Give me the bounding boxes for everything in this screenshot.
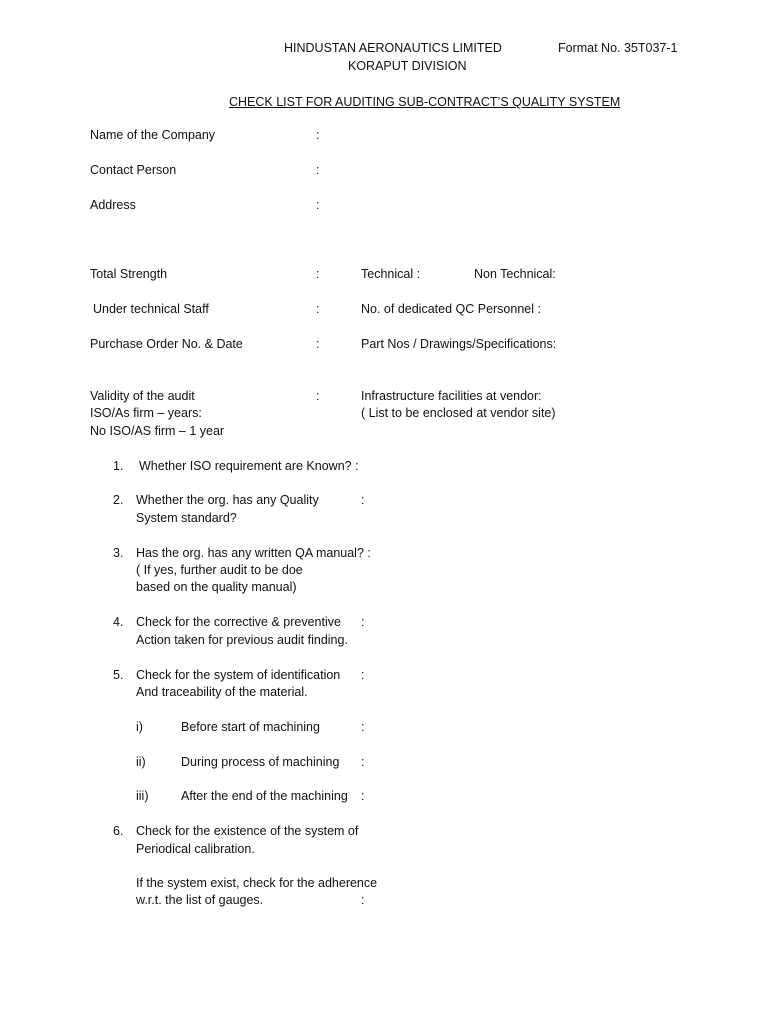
address-label: Address bbox=[90, 198, 136, 212]
subitem-number: i) bbox=[136, 720, 143, 734]
item-number: 4. bbox=[113, 615, 124, 629]
item-question: Check for the system of identification bbox=[136, 668, 341, 682]
iso-years-label: ISO/As firm – years: bbox=[90, 406, 202, 420]
validity-label: Validity of the audit bbox=[90, 389, 195, 403]
qc-personnel-label: No. of dedicated QC Personnel : bbox=[361, 302, 541, 316]
contact-label: Contact Person bbox=[90, 163, 177, 177]
subitem-number: iii) bbox=[136, 789, 149, 803]
item-question: ( If yes, further audit to be doe bbox=[136, 563, 303, 577]
division-name: KORAPUT DIVISION bbox=[348, 59, 467, 73]
item-question: And traceability of the material. bbox=[136, 685, 308, 699]
infrastructure-note: ( List to be enclosed at vendor site) bbox=[361, 406, 556, 420]
field-colon: : bbox=[316, 128, 320, 142]
part-nos-label: Part Nos / Drawings/Specifications: bbox=[361, 337, 557, 351]
field-colon: : bbox=[361, 493, 365, 507]
org-name: HINDUSTAN AERONAUTICS LIMITED bbox=[284, 41, 502, 55]
total-strength-label: Total Strength bbox=[90, 267, 168, 281]
item-number: 6. bbox=[113, 824, 124, 838]
item-number: 3. bbox=[113, 546, 124, 560]
infrastructure-label: Infrastructure facilities at vendor: bbox=[361, 389, 542, 403]
item-number: 2. bbox=[113, 493, 124, 507]
field-colon: : bbox=[361, 755, 365, 769]
item-question: System standard? bbox=[136, 511, 237, 525]
document-title: CHECK LIST FOR AUDITING SUB-CONTRACT’S QUALITY SYSTEM bbox=[229, 95, 621, 109]
item-question: w.r.t. the list of gauges. bbox=[136, 893, 264, 907]
item-question: Whether the org. has any Quality bbox=[136, 493, 319, 507]
item-question: based on the quality manual) bbox=[136, 580, 297, 594]
non-technical-label: Non Technical: bbox=[474, 267, 556, 281]
company-label: Name of the Company bbox=[90, 128, 216, 142]
no-iso-label: No ISO/AS firm – 1 year bbox=[90, 424, 225, 438]
field-colon: : bbox=[316, 302, 320, 316]
subitem-label: During process of machining bbox=[181, 755, 340, 769]
field-colon: : bbox=[316, 163, 320, 177]
subitem-label: After the end of the machining bbox=[181, 789, 348, 803]
field-colon: : bbox=[361, 668, 365, 682]
field-colon: : bbox=[361, 720, 365, 734]
item-question: Whether ISO requirement are Known? : bbox=[139, 459, 359, 473]
purchase-order-label: Purchase Order No. & Date bbox=[90, 337, 243, 351]
item-question: Check for the corrective & preventive bbox=[136, 615, 341, 629]
item-question: If the system exist, check for the adherence bbox=[136, 876, 378, 890]
item-number: 1. bbox=[113, 459, 124, 473]
item-question: Has the org. has any written QA manual? : bbox=[136, 546, 371, 560]
field-colon: : bbox=[316, 337, 320, 351]
item-question: Periodical calibration. bbox=[136, 842, 255, 856]
field-colon: : bbox=[361, 789, 365, 803]
item-number: 5. bbox=[113, 668, 124, 682]
item-question: Action taken for previous audit finding. bbox=[136, 633, 348, 647]
subitem-label: Before start of machining bbox=[181, 720, 320, 734]
field-colon: : bbox=[316, 267, 320, 281]
field-colon: : bbox=[361, 615, 365, 629]
under-technical-label: Under technical Staff bbox=[93, 302, 209, 316]
item-question: Check for the existence of the system of bbox=[136, 824, 359, 838]
subitem-number: ii) bbox=[136, 755, 146, 769]
field-colon: : bbox=[361, 893, 365, 907]
field-colon: : bbox=[316, 198, 320, 212]
technical-label: Technical : bbox=[361, 267, 421, 281]
format-number: Format No. 35T037-1 bbox=[558, 41, 678, 55]
field-colon: : bbox=[316, 389, 320, 403]
